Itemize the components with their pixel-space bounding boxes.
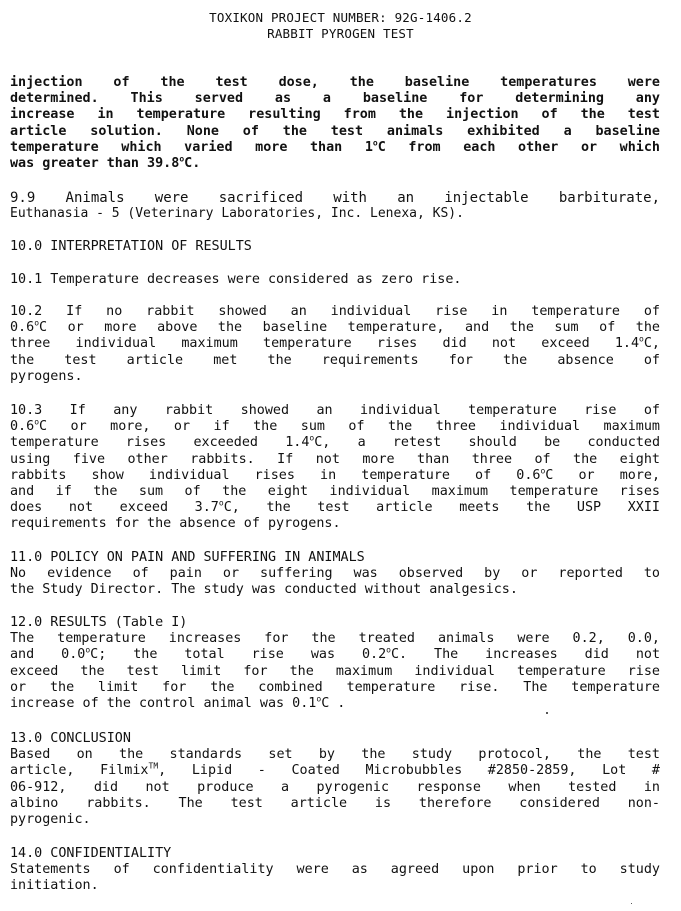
paragraph-9-9 (10, 190, 660, 222)
text-line: increase of the control animal was 0.1$^o$C . (10, 694, 346, 712)
text-line: temperature which varied more than 1$^o$C from each other or which (10, 138, 660, 155)
text-line: the test article met the requirements for the absence of (10, 352, 660, 368)
degree-sign: o (639, 334, 644, 344)
header-test-title: RABBIT PYROGEN TEST (267, 26, 414, 41)
degree-sign: o (386, 645, 391, 655)
text-line: and if the sum of the eight individual maximum temperature rises (10, 484, 660, 500)
text-line: was greater than 39.8$^o$C. (10, 154, 201, 172)
text-line: injection of the test dose, the baseline temperatures were (10, 75, 660, 90)
text-line: The temperature increases for the treated animals were 0.2, 0.0, (10, 631, 660, 647)
text-line: pyrogens. (10, 368, 83, 384)
text-line: three individual maximum temperature rises did not exceed 1.4$^o$C, (10, 334, 660, 352)
section-heading-12: 12.0 RESULTS (Table I) (10, 615, 188, 630)
section-heading-11: 11.0 POLICY ON PAIN AND SUFFERING IN ANIMALS (10, 550, 365, 565)
degree-sign: o (34, 318, 40, 328)
degree-sign: o (316, 694, 322, 704)
text-line: rabbits show individual rises in temperature of 0.6$^o$C or more, (10, 466, 661, 483)
section-13 (10, 731, 660, 828)
section-12 (10, 615, 660, 712)
text-line: 0.6$^o$C or more above the baseline temperature, and the sum of the (10, 318, 660, 336)
text-line: article, Filmix™, Lipid - Coated Microbubbles #2850-2859, Lot # (10, 761, 660, 779)
section-11 (10, 550, 660, 599)
text-line: or the limit for the combined temperature rise. The temperature (10, 679, 660, 695)
paragraph-10-3 (10, 403, 660, 533)
text-line: No evidence of pain or suffering was observed by or reported to (10, 566, 660, 582)
text-line: article solution. None of the test animals exhibited a baseline (10, 123, 660, 139)
text-line: the Study Director. The study was conducted without analgesics. (10, 582, 518, 598)
section-heading-13: 13.0 CONCLUSION (10, 731, 131, 746)
text-line: 10.3 If any rabbit showed an individual temperature rise of (10, 403, 660, 418)
header-project-number: TOXIKON PROJECT NUMBER: 92G-1406.2 (209, 10, 472, 25)
text-line: using five other rabbits. If not more than three of the eight (10, 451, 660, 467)
text-line: 9.9 Animals were sacrificed with an injectable barbiturate, (10, 190, 660, 206)
paragraph-10-1: 10.1 Temperature decreases were considered as zero rise. (10, 272, 462, 287)
text-line: initiation. (10, 878, 99, 894)
paragraph-10-2 (10, 304, 660, 385)
paragraph-baseline (10, 75, 660, 172)
text-line: Statements of confidentiality were as agreed upon prior to study (10, 862, 660, 878)
degree-sign: o (85, 645, 91, 655)
degree-sign: o (218, 498, 224, 508)
text-line: does not exceed 3.7$^o$C, the test article meets the USP XXII (10, 498, 660, 516)
degree-sign: o (372, 138, 378, 148)
text-line: increase in temperature resulting from the injection of the test (10, 107, 660, 123)
text-line: and 0.0$^o$C; the total rise was 0.2$^o$C. The increases did not (10, 645, 661, 663)
section-heading-10: 10.0 INTERPRETATION OF RESULTS (10, 239, 252, 254)
degree-sign: o (540, 466, 546, 476)
text-line: exceed the test limit for the maximum individual temperature rise (10, 663, 660, 679)
degree-sign: o (179, 154, 185, 164)
text-line: Euthanasia - 5 (Veterinary Laboratories, Inc. Lenexa, KS). (10, 206, 464, 222)
text-line: requirements for the absence of pyrogens. (10, 516, 341, 532)
scan-speck (631, 903, 632, 904)
text-line: Based on the standards set by the study protocol, the test (10, 747, 660, 763)
text-line: 06-912, did not produce a pyrogenic response when tested in (10, 779, 660, 795)
degree-sign: o (34, 417, 40, 427)
text-line: determined. This served as a baseline for determining any (10, 91, 660, 107)
section-heading-14: 14.0 CONFIDENTIALITY (10, 846, 172, 861)
text-line: 10.2 If no rabbit showed an individual rise in temperature of (10, 304, 660, 319)
text-line: 0.6$^o$C or more, or if the sum of the three individual maximum (10, 417, 660, 435)
text-line: albino rabbits. The test article is therefore considered non- (10, 795, 660, 811)
section-14 (10, 846, 660, 895)
scan-speck (546, 712, 548, 714)
text-line: pyrogenic. (10, 812, 91, 828)
text-line: temperature rises exceeded 1.4$^o$C, a retest should be conducted (10, 433, 661, 451)
degree-sign: o (309, 433, 315, 443)
trademark-sign: TM (148, 761, 159, 771)
